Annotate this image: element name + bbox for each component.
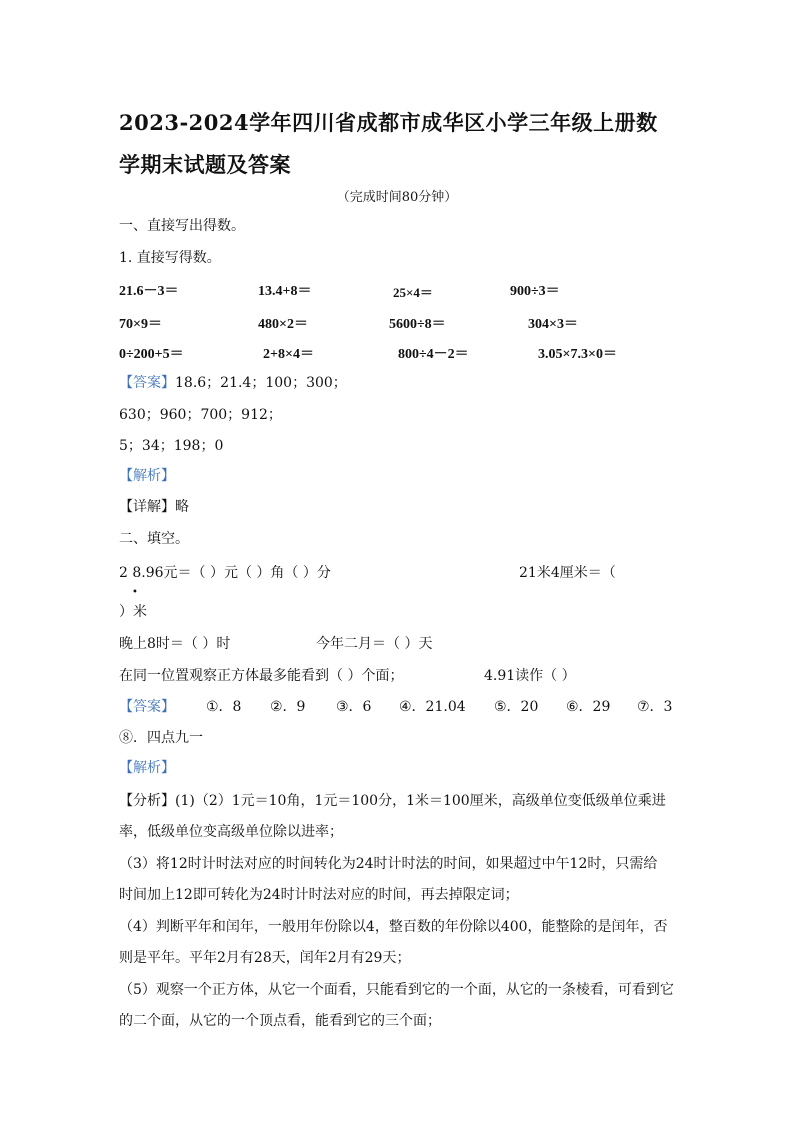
answer-item: ①．8 bbox=[206, 699, 242, 715]
calc-problem: 13.4+8＝ bbox=[258, 284, 312, 299]
calc-problem: 800÷4－2＝ bbox=[398, 347, 469, 362]
analysis-line: 时间加上12即可转化为24时计时法对应的时间，再去掉限定词； bbox=[119, 887, 519, 903]
answer-text: 18.6；21.4；100；300； bbox=[175, 375, 347, 391]
answer-item: ⑥．29 bbox=[566, 699, 611, 715]
analysis-line: 的二个面，从它的一个顶点看，能看到它的三个面； bbox=[119, 1013, 441, 1029]
answer-item: ④．21.04 bbox=[399, 699, 466, 715]
analysis-line: （3）将12时计时法对应的时间转化为24时计时法的时间，如果超过中午12时，只需给 bbox=[119, 856, 658, 872]
question-1-prompt: 1. 直接写得数。 bbox=[119, 250, 221, 266]
fill-blank-question: ）米 bbox=[119, 604, 147, 620]
detail-text: 【详解】略 bbox=[119, 499, 189, 515]
calc-problem: 5600÷8＝ bbox=[389, 317, 446, 332]
analysis-label: 【解析】 bbox=[119, 468, 175, 484]
analysis-line: 率，低级单位变高级单位除以进率； bbox=[119, 824, 343, 840]
calc-problem: 900÷3＝ bbox=[510, 284, 560, 299]
calc-problem: 21.6－3＝ bbox=[119, 284, 179, 299]
fill-blank-question: 在同一位置观察正方体最多能看到（ ）个面； bbox=[119, 668, 404, 684]
analysis-label: 【解析】 bbox=[119, 760, 175, 776]
emphasis-dot: • bbox=[132, 587, 138, 598]
analysis-line: 则是平年。平年2月有28天，闰年2月有29天； bbox=[119, 950, 411, 966]
fill-blank-question: 21米4厘米＝（ bbox=[519, 565, 616, 581]
time-limit-note: （完成时间80分钟） bbox=[336, 190, 458, 205]
answer-label: 【答案】 bbox=[119, 699, 175, 715]
calc-problem: 0÷200+5＝ bbox=[119, 347, 184, 362]
calc-problem: 304×3＝ bbox=[528, 317, 578, 332]
fill-blank-question: 晚上8时＝（ ）时 bbox=[119, 636, 231, 652]
answer-item: ⑧．四点九一 bbox=[119, 730, 203, 746]
calc-problem: 2+8×4＝ bbox=[263, 347, 314, 362]
analysis-line: （5）观察一个正方体，从它一个面看，只能看到它的一个面，从它的一条棱看，可看到它 bbox=[119, 982, 674, 998]
calc-problem: 70×9＝ bbox=[119, 317, 162, 332]
answer-item: ⑦．3 bbox=[637, 699, 673, 715]
fill-blank-question: 2 8.96元＝（ ）元（ ）角（ ）分 bbox=[119, 565, 331, 581]
answer-item: ②．9 bbox=[270, 699, 306, 715]
answer-item: ③．6 bbox=[336, 699, 372, 715]
calc-problem: 480×2＝ bbox=[258, 317, 308, 332]
analysis-line: （4）判断平年和闰年，一般用年份除以4，整百数的年份除以400，能整除的是闰年，否 bbox=[119, 919, 668, 935]
fill-blank-question: 今年二月＝（ ）天 bbox=[316, 636, 433, 652]
analysis-line: 【分析】(1)（2）1元＝10角，1元＝100分，1米＝100厘米，高级单位变低级单位乘进 bbox=[119, 793, 666, 809]
document-title: 2023-2024学年四川省成都市成华区小学三年级上册数学期末试题及答案 bbox=[119, 110, 658, 177]
answer-item: ⑤．20 bbox=[494, 699, 539, 715]
answer-label: 【答案】 bbox=[119, 375, 175, 391]
answer-text: 5；34；198；0 bbox=[119, 438, 224, 454]
calc-problem: 3.05×7.3×0＝ bbox=[538, 347, 617, 362]
section-2-heading: 二、填空。 bbox=[119, 531, 189, 547]
answer-1-block bbox=[119, 373, 347, 393]
section-1-heading: 一、直接写出得数。 bbox=[119, 218, 245, 234]
fill-blank-question: 4.91读作（ ） bbox=[484, 668, 576, 684]
calc-problem: 25×4＝ bbox=[393, 285, 433, 300]
answer-text: 630；960；700；912； bbox=[119, 407, 282, 423]
